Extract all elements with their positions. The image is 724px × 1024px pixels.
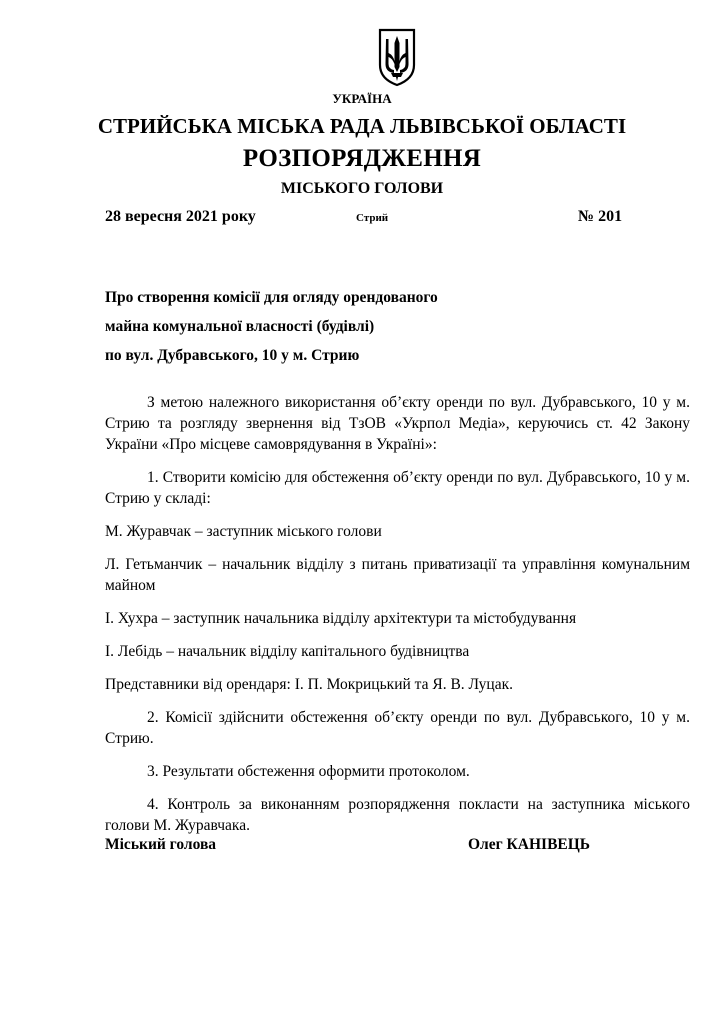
subject-line: майна комунальної власності (будівлі)	[105, 318, 375, 335]
document-place: Стрий	[356, 212, 389, 224]
commission-member: І. Лебідь – начальник відділу капітального будівництва	[105, 643, 470, 660]
item-1-paragraph: 1. Створити комісію для обстеження об’єкту оренди по вул. Дубравського, 10 у м. Стрию у складі:	[105, 469, 690, 507]
intro-paragraph: З метою належного використання об’єкту оренди по вул. Дубравського, 10 у м. Стрию та розгляду звернення від ТзОВ «Укрпол Медіа», керуючись ст. 42 Закону України «Про місцеве самоврядування в Україні»:	[105, 394, 690, 453]
tryzub-coat-of-arms-icon	[377, 27, 417, 87]
document-number: № 201	[578, 208, 623, 225]
commission-member: М. Журавчак – заступник міського голови	[105, 523, 382, 540]
commission-member: І. Хухра – заступник начальника відділу архітектури та містобудування	[105, 610, 577, 627]
document-date: 28 вересня 2021 року	[105, 208, 256, 225]
signature-name: Олег КАНІВЕЦЬ	[468, 836, 591, 853]
item-2-paragraph: 2. Комісії здійснити обстеження об’єкту оренди по вул. Дубравського, 10 у м. Стрию.	[105, 709, 690, 747]
document-type: РОЗПОРЯДЖЕННЯ	[242, 145, 482, 172]
country-name: УКРАЇНА	[332, 91, 392, 106]
item-3-paragraph: 3. Результати обстеження оформити протоколом.	[147, 763, 470, 780]
council-name: СТРИЙСЬКА МІСЬКА РАДА ЛЬВІВСЬКОЇ ОБЛАСТІ	[97, 114, 627, 138]
tenant-representatives: Представники від орендаря: І. П. Мокрицький та Я. В. Луцак.	[105, 676, 514, 693]
item-4-paragraph: 4. Контроль за виконанням розпорядження покласти на заступника міського голови М. Журавчака.	[105, 796, 690, 834]
issuer-title: МІСЬКОГО ГОЛОВИ	[280, 180, 444, 197]
subject-line: Про створення комісії для огляду орендованого	[105, 289, 438, 306]
commission-member: Л. Гетьманчик – начальник відділу з питань приватизації та управління комунальним майном	[105, 556, 690, 594]
signature-title: Міський голова	[105, 836, 217, 853]
document-body	[105, 392, 690, 848]
document-subject	[105, 287, 438, 374]
subject-line: по вул. Дубравського, 10 у м. Стрию	[105, 347, 360, 364]
